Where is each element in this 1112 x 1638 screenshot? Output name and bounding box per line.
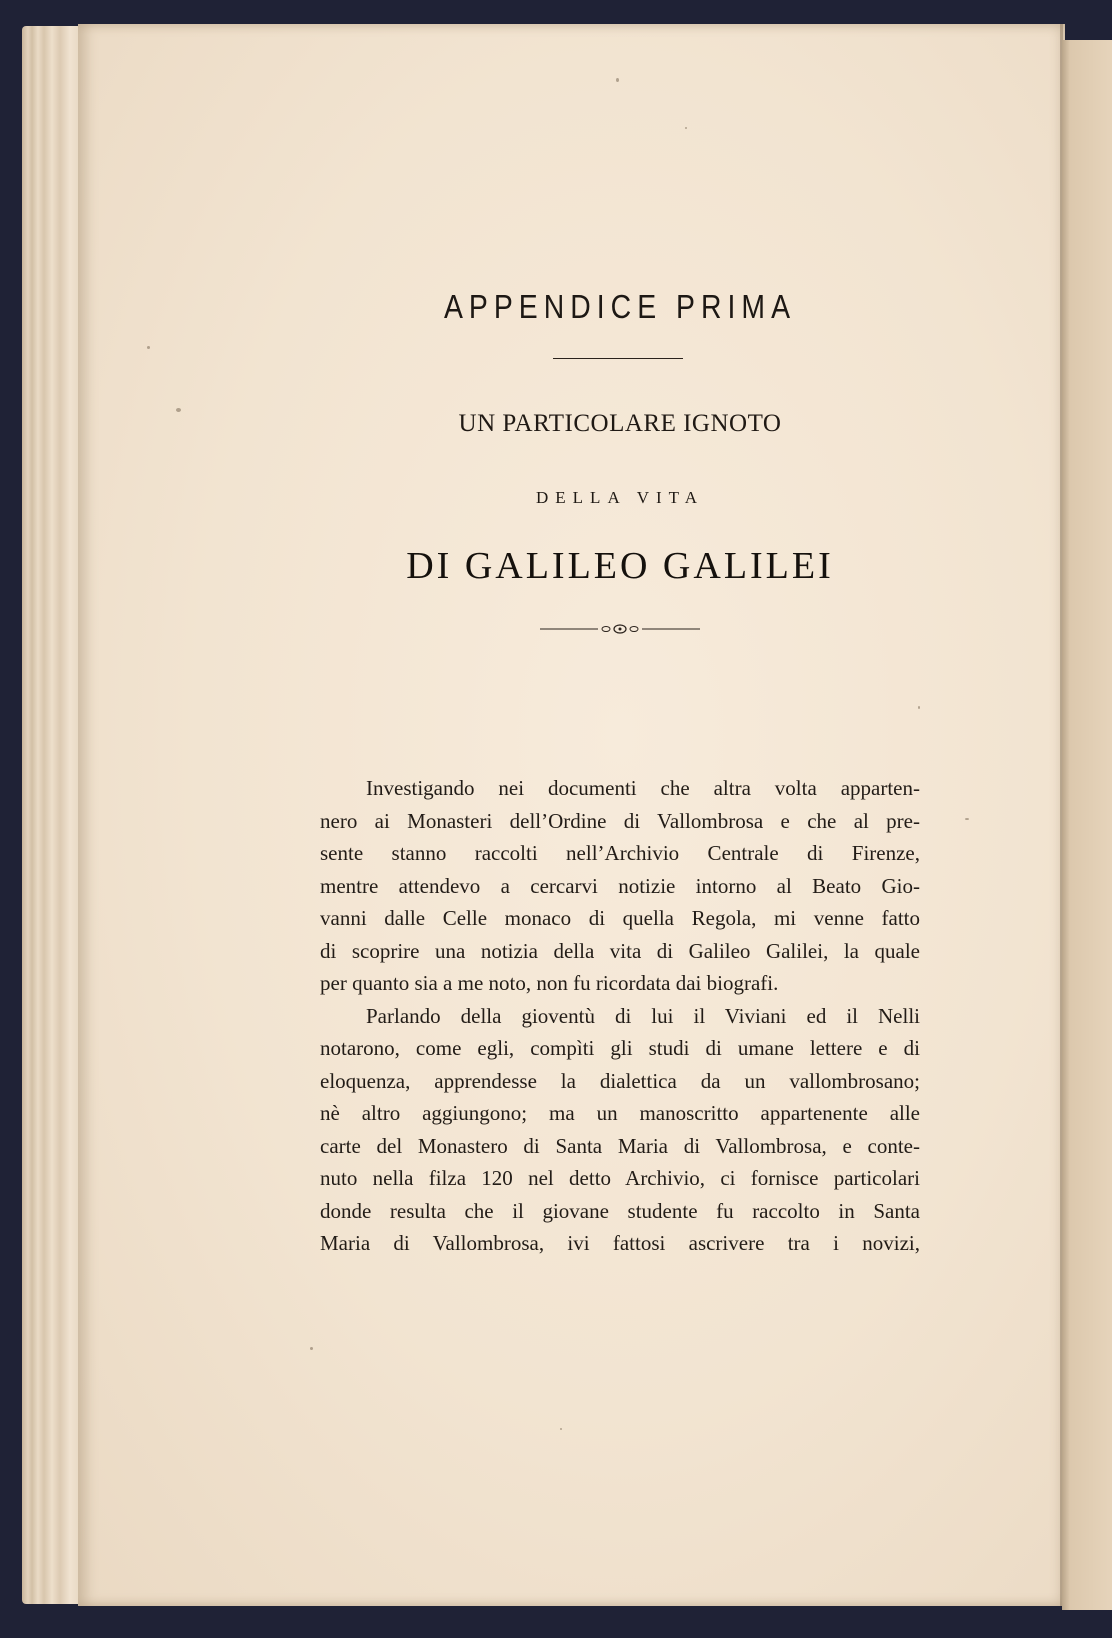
subtitle-small: DELLA VITA — [536, 488, 704, 507]
next-page-edge — [1062, 40, 1112, 1610]
subtitle: UN PARTICOLARE IGNOTO — [458, 410, 782, 437]
ornament-divider — [540, 622, 700, 636]
paragraph-line: eloquenza, apprendesse la dialettica da un vallombrosano; — [320, 1068, 920, 1093]
title-rule — [553, 358, 683, 359]
paragraph-line: Parlando della gioventù di lui il Viviani ed il Nelli — [366, 1003, 920, 1028]
appendix-title: APPENDICE PRIMA — [443, 288, 797, 325]
paragraph-line: nuto nella filza 120 nel detto Archivio, ci fornisce particolari — [320, 1166, 920, 1190]
paragraph-line: vanni dalle Celle monaco di quella Regola, mi venne fatto — [320, 906, 920, 930]
main-heading: DI GALILEO GALILEI — [406, 545, 834, 587]
paragraph-line: per quanto sia a me noto, non fu ricordata dai biografi. — [320, 971, 779, 995]
paragraph-line: notarono, come egli, compìti gli studi di umane lettere e di — [320, 1036, 920, 1060]
paragraph-line: nero ai Monasteri dell’Ordine di Vallombrosa e che al pre- — [320, 808, 920, 833]
paragraph-line: sente stanno raccolti nell’Archivio Centrale di Firenze, — [320, 841, 920, 865]
paragraph-line: Investigando nei documenti che altra volta apparten- — [366, 776, 920, 800]
paragraph-line: carte del Monastero di Santa Maria di Vallombrosa, e conte- — [320, 1133, 920, 1158]
paragraph-line: Maria di Vallombrosa, ivi fattosi ascrivere tra i novizi, — [320, 1231, 920, 1255]
paragraph-line: di scoprire una notizia della vita di Galileo Galilei, la quale — [320, 938, 920, 963]
paragraph-line: nè altro aggiungono; ma un manoscritto appartenente alle — [320, 1101, 920, 1125]
body-text — [320, 772, 920, 1260]
paragraph-line: mentre attendevo a cercarvi notizie intorno al Beato Gio- — [320, 873, 920, 898]
paragraph-line: donde resulta che il giovane studente fu raccolto in Santa — [320, 1198, 920, 1223]
